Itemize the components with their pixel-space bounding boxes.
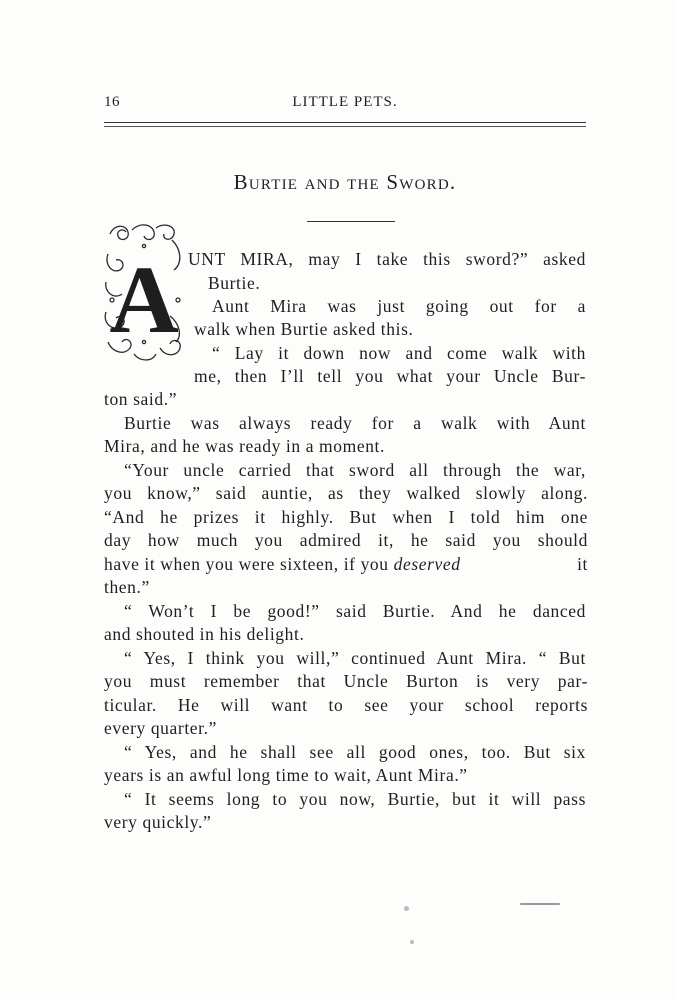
text-line-15: then.” (104, 577, 150, 597)
text-line-16: “ Won’t I be good!” said Burtie. And he danced (124, 601, 586, 621)
text-line-22: “ Yes, and he shall see all good ones, too. But six (124, 742, 586, 762)
text-line-1: UNT MIRA, may I take this sword?” asked (188, 249, 586, 269)
text-line-10: “Your uncle carried that sword all through the war, (124, 460, 586, 480)
text-line-19: you must remember that Uncle Burton is very par- (104, 671, 588, 691)
title-rule (307, 221, 395, 222)
text-line-23: years is an awful long time to wait, Aunt Mira.” (104, 765, 468, 785)
text-line-14-end: it (577, 554, 588, 574)
text-line-20: ticular. He will want to see your school reports (104, 695, 588, 715)
text-line-7: ton said.” (104, 389, 178, 409)
emphasis-deserved: deserved (393, 554, 461, 574)
header-rule (104, 122, 586, 123)
paper-speck (410, 940, 414, 944)
paper-speck (404, 906, 409, 911)
text-line-6: me, then I’ll tell you what your Uncle Bur- (194, 366, 586, 386)
text-line-18: “ Yes, I think you will,” continued Aunt Mira. “ But (124, 648, 586, 668)
text-line-11: you know,” said auntie, as they walked slowly along. (104, 483, 588, 503)
text-line-21: every quarter.” (104, 718, 217, 738)
text-line-13: day how much you admired it, he said you should (104, 530, 588, 550)
text-line-8: Burtie was always ready for a walk with Aunt (124, 413, 586, 433)
text-line-12: “And he prizes it highly. But when I told him one (104, 507, 588, 527)
text-line-14-start: have it when you were sixteen, if you (104, 554, 389, 574)
text-line-4: walk when Burtie asked this. (194, 319, 414, 339)
text-line-17: and shouted in his delight. (104, 624, 305, 644)
svg-text:A: A (109, 246, 179, 353)
text-line-25: very quickly.” (104, 812, 212, 832)
drop-cap-ornament-icon (104, 220, 184, 368)
text-line-3: Aunt Mira was just going out for a (212, 296, 586, 316)
text-line-9: Mira, and he was ready in a moment. (104, 436, 385, 456)
running-title: LITTLE PETS. (292, 94, 398, 110)
text-line-24: “ It seems long to you now, Burtie, but it will pass (124, 789, 586, 809)
ornamental-drop-cap (104, 220, 184, 368)
running-head (104, 94, 586, 114)
text-line-5: “ Lay it down now and come walk with (212, 343, 586, 363)
header-rule-thin (104, 126, 586, 127)
chapter-title: Burtie and the Sword. (233, 170, 457, 194)
text-line-14 (104, 553, 588, 576)
text-line-2: Burtie. (208, 273, 261, 293)
page-number: 16 (104, 94, 120, 110)
paper-mark (520, 903, 560, 905)
